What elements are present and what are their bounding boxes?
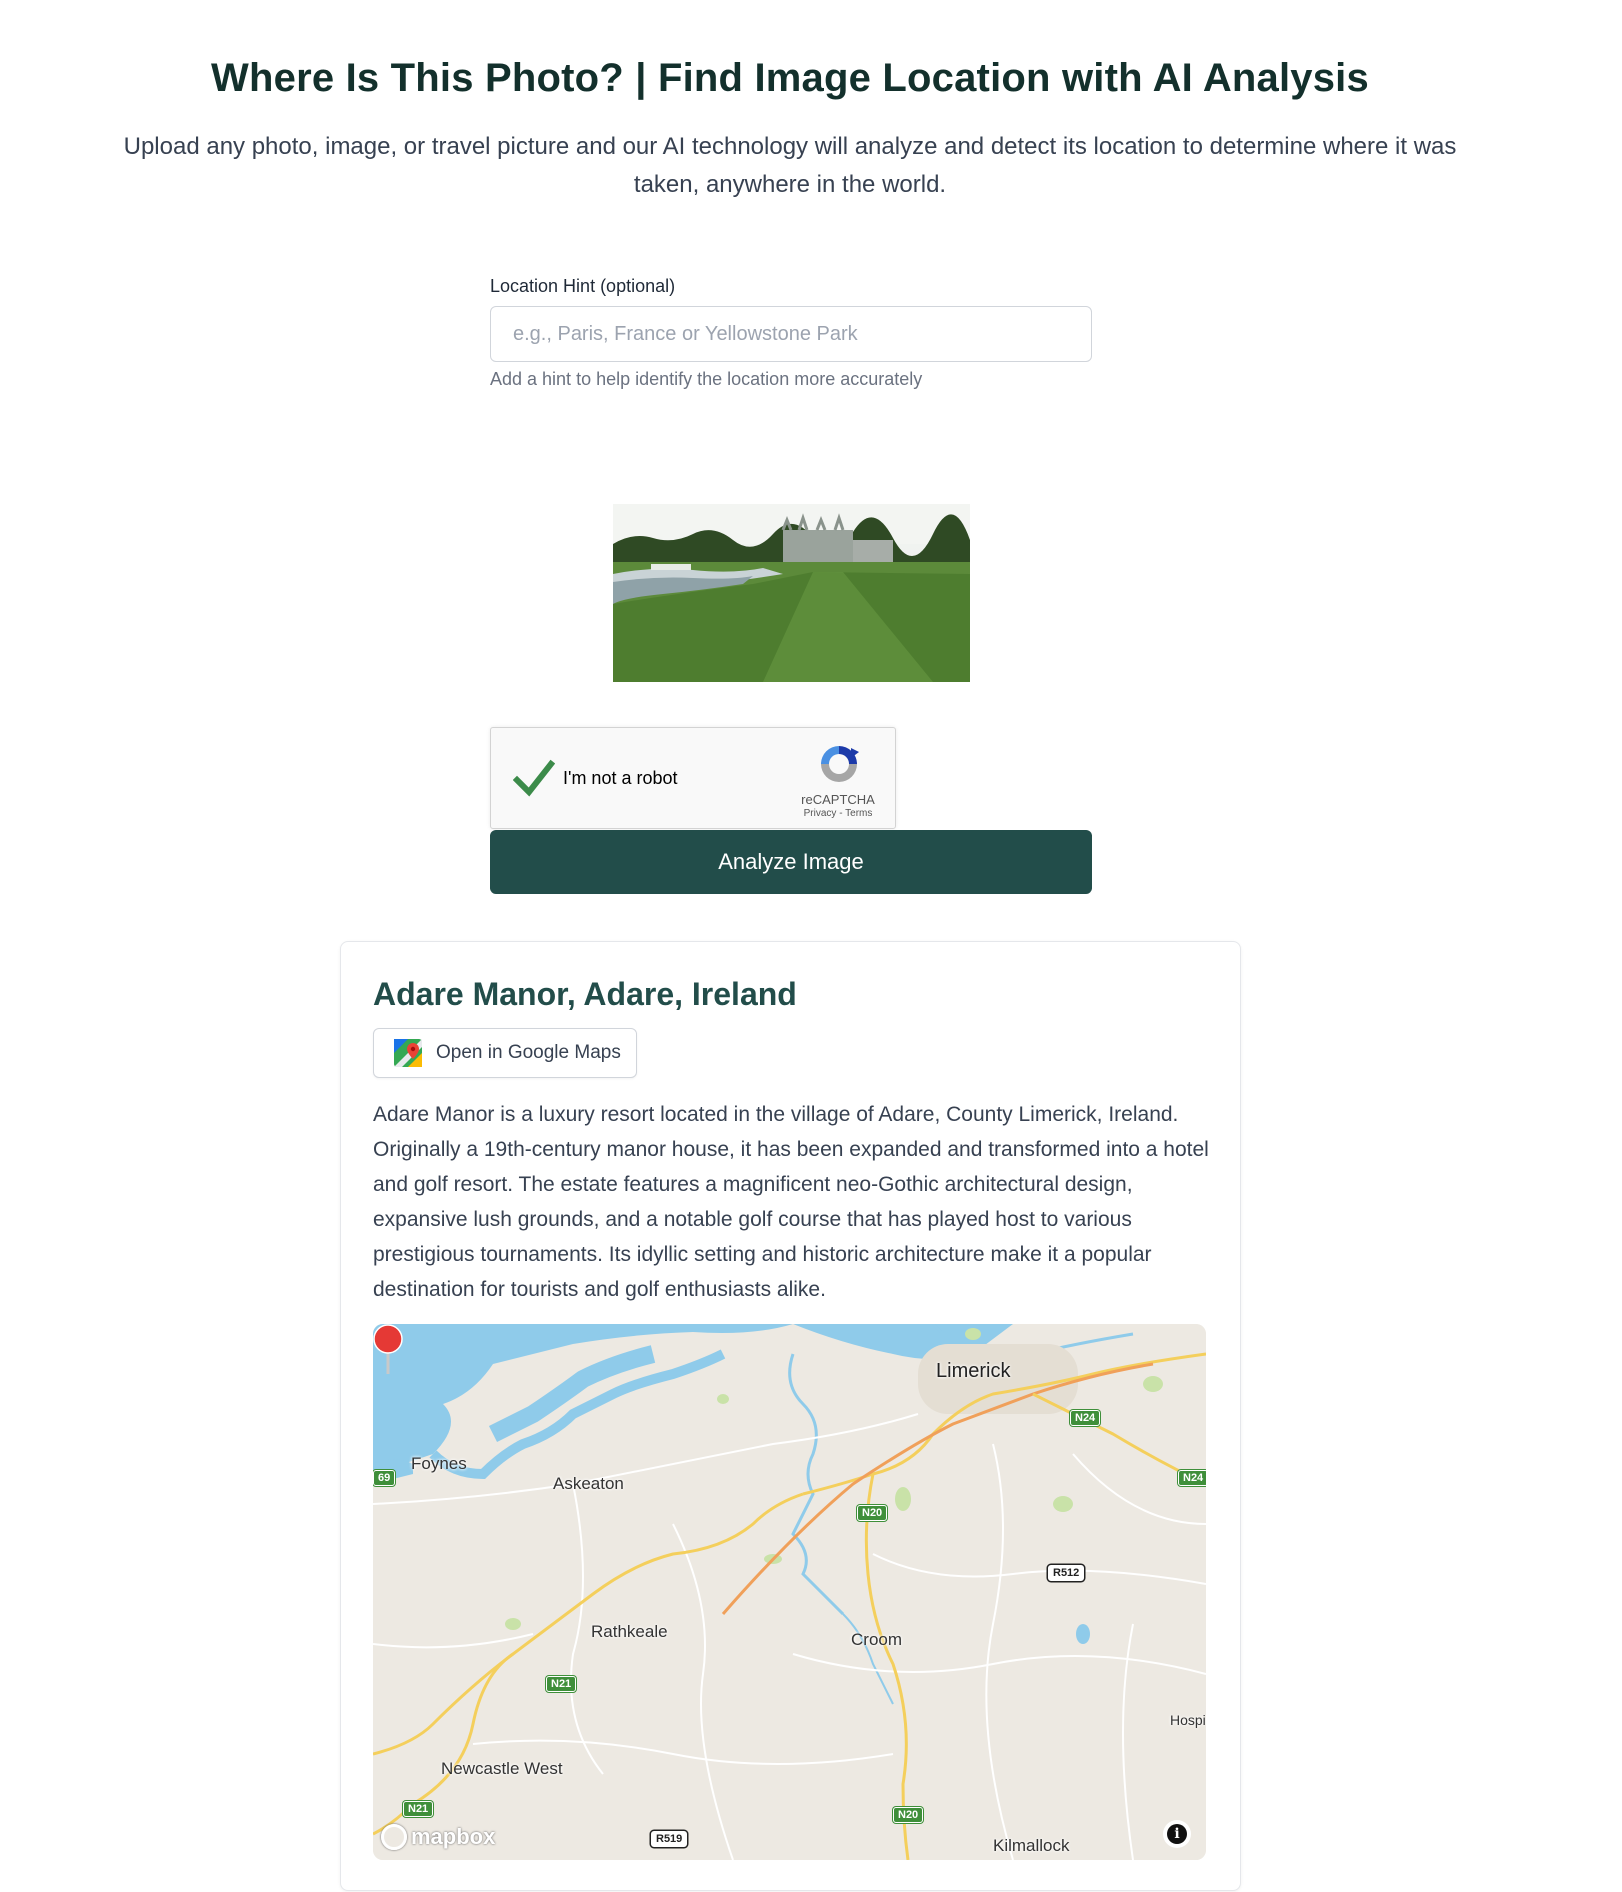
road-shield-n20: N20 (857, 1505, 887, 1521)
location-hint-input[interactable] (490, 306, 1092, 362)
road-shield-n21: N21 (403, 1801, 433, 1817)
mapbox-logo-icon (381, 1824, 407, 1850)
result-location-title: Adare Manor, Adare, Ireland (373, 976, 797, 1012)
checkmark-icon[interactable] (513, 758, 555, 798)
map-label-rathkeale: Rathkeale (591, 1622, 668, 1641)
road-shield-n20: N20 (893, 1807, 923, 1823)
page-subtitle: Upload any photo, image, or travel picture and our AI technology will analyze and detect its location to determine where it was taken, anywhere in the world. (123, 133, 1457, 198)
mapbox-attribution-label: mapbox (411, 1824, 496, 1849)
open-in-google-maps-button[interactable] (373, 1028, 637, 1078)
map-label-hospital: Hospi (1170, 1712, 1206, 1728)
map-info-button[interactable] (1163, 1820, 1191, 1848)
captcha-label: I'm not a robot (563, 768, 678, 788)
location-map[interactable] (373, 1324, 1206, 1860)
open-in-google-maps-label: Open in Google Maps (436, 1042, 621, 1063)
result-description: Adare Manor is a luxury resort located in the village of Adare, County Limerick, Ireland. Originally a 19th-century manor house, it has been expanded and transformed into a hotel and golf resort. The estate features a magnificent neo-Gothic architectural design, expansive lush grounds, and a notable golf course that has played host to various prestigious tournaments. Its idyllic setting and historic architecture make it a popular destination for tourists and golf enthusiasts alike. (373, 1103, 1209, 1301)
uploaded-photo-preview (613, 504, 970, 682)
map-label-newcastle-west: Newcastle West (441, 1759, 563, 1778)
location-hint-label: Location Hint (optional) (490, 276, 676, 296)
map-label-foynes: Foynes (411, 1454, 467, 1473)
road-shield-n69: 69 (373, 1470, 395, 1486)
location-hint-help: Add a hint to help identify the location more accurately (490, 369, 923, 389)
google-maps-icon (394, 1039, 422, 1067)
map-label-askeaton: Askeaton (553, 1474, 624, 1493)
map-label-kilmallock: Kilmallock (993, 1836, 1070, 1855)
result-card (340, 941, 1241, 1891)
road-shield-r519: R519 (651, 1831, 687, 1847)
road-shield-n24: N24 (1070, 1410, 1100, 1426)
page-title: Where Is This Photo? | Find Image Location with AI Analysis (211, 56, 1369, 100)
mapbox-attribution[interactable] (381, 1824, 495, 1850)
recaptcha-logo-icon (817, 742, 861, 786)
map-canvas[interactable] (373, 1324, 1206, 1860)
info-icon: i (1167, 1824, 1187, 1844)
road-shield-r512: R512 (1048, 1565, 1084, 1581)
captcha-brand: reCAPTCHA (801, 792, 875, 807)
captcha-privacy-terms-links[interactable]: Privacy - Terms (803, 808, 873, 819)
location-pin-icon[interactable] (373, 1324, 403, 1376)
map-label-croom: Croom (851, 1630, 903, 1649)
map-label-limerick: Limerick (936, 1360, 1011, 1382)
recaptcha-widget[interactable] (490, 727, 896, 829)
analyze-image-button[interactable]: Analyze Image (490, 830, 1092, 894)
road-shield-n24: N24 (1178, 1470, 1206, 1486)
road-shield-n21: N21 (546, 1676, 576, 1692)
